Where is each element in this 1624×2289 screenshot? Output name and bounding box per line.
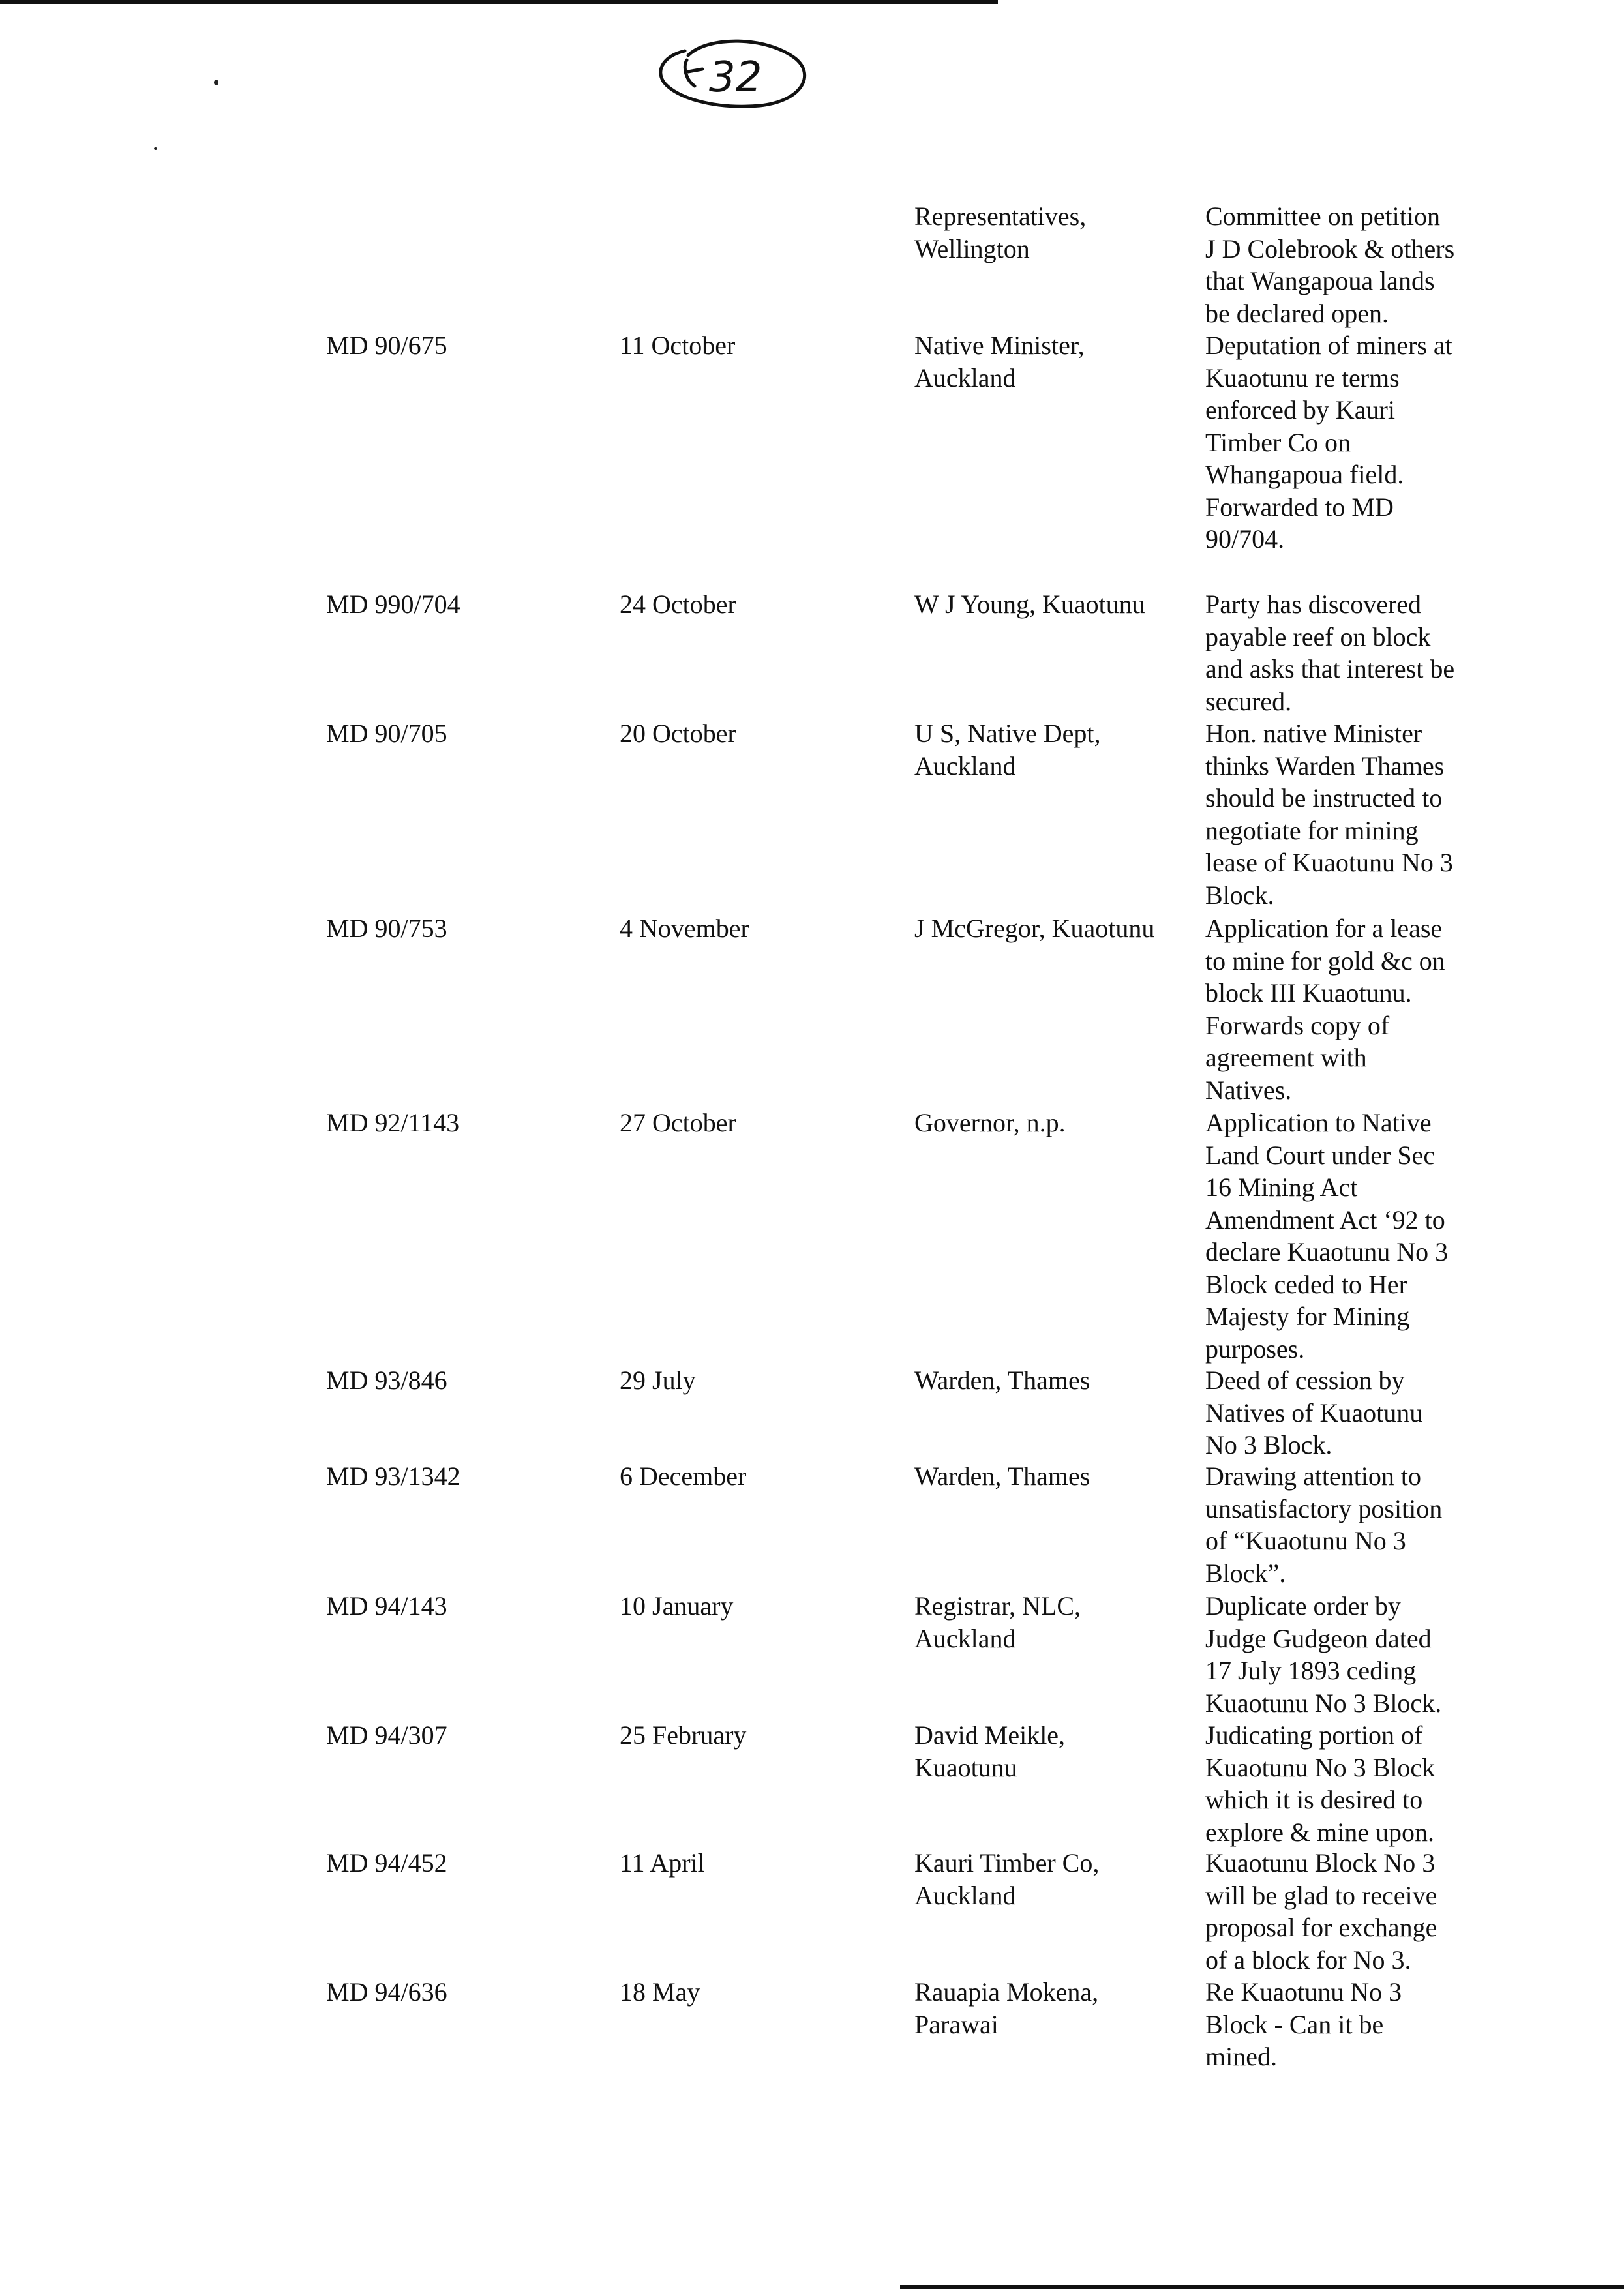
subject: Deed of cession by Natives of Kuaotunu No 3 Block. bbox=[1205, 1366, 1423, 1459]
subject: Drawing attention to unsatisfactory position of “Kuaotunu No 3 Block”. bbox=[1205, 1461, 1443, 1588]
date: 24 October bbox=[620, 590, 736, 619]
correspondent: Rauapia Mokena, Parawai bbox=[914, 1977, 1099, 2039]
correspondent: Representatives, Wellington bbox=[914, 202, 1087, 263]
subject: Party has discovered payable reef on block and asks that interest be secured. bbox=[1205, 590, 1455, 716]
subject: Committee on petition J D Colebrook & others that Wangapoua lands be declared open. bbox=[1205, 202, 1455, 328]
correspondent: Governor, n.p. bbox=[914, 1108, 1066, 1137]
subject: Re Kuaotunu No 3 Block - Can it be mined. bbox=[1205, 1977, 1402, 2071]
correspondent: Warden, Thames bbox=[914, 1461, 1090, 1491]
scan-speck bbox=[154, 147, 157, 150]
correspondent: Kauri Timber Co, Auckland bbox=[914, 1848, 1100, 1910]
subject: Application for a lease to mine for gold &c on block III Kuaotunu. Forwards copy of agreement with Natives. bbox=[1205, 914, 1445, 1105]
reference-number: MD 94/452 bbox=[326, 1848, 447, 1878]
date: 4 November bbox=[620, 914, 749, 943]
reference-number: MD 94/143 bbox=[326, 1591, 447, 1621]
reference-number: MD 94/307 bbox=[326, 1720, 447, 1750]
subject: Application to Native Land Court under Sec 16 Mining Act Amendment Act ‘92 to declare Kuaotunu No 3 Block ceded to Her Majesty for Mining purposes. bbox=[1205, 1108, 1449, 1364]
reference-number: MD 90/705 bbox=[326, 719, 447, 748]
correspondent: Registrar, NLC, Auckland bbox=[914, 1591, 1081, 1653]
handwritten-page-number-stamp bbox=[649, 20, 819, 124]
correspondent: Native Minister, Auckland bbox=[914, 331, 1085, 393]
correspondent: W J Young, Kuaotunu bbox=[914, 590, 1145, 619]
page-number-text: 32 bbox=[709, 53, 762, 102]
date: 6 December bbox=[620, 1461, 747, 1491]
reference-number: MD 93/846 bbox=[326, 1366, 447, 1395]
date: 27 October bbox=[620, 1108, 736, 1137]
scan-edge-bottom bbox=[900, 2285, 1624, 2289]
correspondent: Warden, Thames bbox=[914, 1366, 1090, 1395]
reference-number: MD 94/636 bbox=[326, 1977, 447, 2007]
page-number-stamp-drawing bbox=[649, 20, 819, 124]
correspondent: David Meikle, Kuaotunu bbox=[914, 1720, 1066, 1782]
reference-number: MD 90/675 bbox=[326, 331, 447, 360]
reference-number: MD 93/1342 bbox=[326, 1461, 460, 1491]
subject: Judicating portion of Kuaotunu No 3 Block which it is desired to explore & mine upon. bbox=[1205, 1720, 1436, 1847]
subject: Deputation of miners at Kuaotunu re terms enforced by Kauri Timber Co on Whangapoua field. Forwarded to MD 90/704. bbox=[1205, 331, 1452, 554]
date: 25 February bbox=[620, 1720, 747, 1750]
date: 18 May bbox=[620, 1977, 700, 2007]
date: 11 April bbox=[620, 1848, 705, 1878]
date: 29 July bbox=[620, 1366, 696, 1395]
scan-speck bbox=[214, 80, 218, 85]
reference-number: MD 990/704 bbox=[326, 590, 460, 619]
subject: Kuaotunu Block No 3 will be glad to receive proposal for exchange of a block for No 3. bbox=[1205, 1848, 1437, 1975]
scan-edge-top bbox=[0, 0, 998, 4]
correspondent: U S, Native Dept, Auckland bbox=[914, 719, 1101, 781]
subject: Duplicate order by Judge Gudgeon dated 17 July 1893 ceding Kuaotunu No 3 Block. bbox=[1205, 1591, 1442, 1718]
reference-number: MD 92/1143 bbox=[326, 1108, 460, 1137]
reference-number: MD 90/753 bbox=[326, 914, 447, 943]
subject: Hon. native Minister thinks Warden Thames should be instructed to negotiate for mining lease of Kuaotunu No 3 Block. bbox=[1205, 719, 1453, 910]
date: 10 January bbox=[620, 1591, 734, 1621]
correspondent: J McGregor, Kuaotunu bbox=[914, 914, 1155, 943]
date: 20 October bbox=[620, 719, 736, 748]
date: 11 October bbox=[620, 331, 736, 360]
